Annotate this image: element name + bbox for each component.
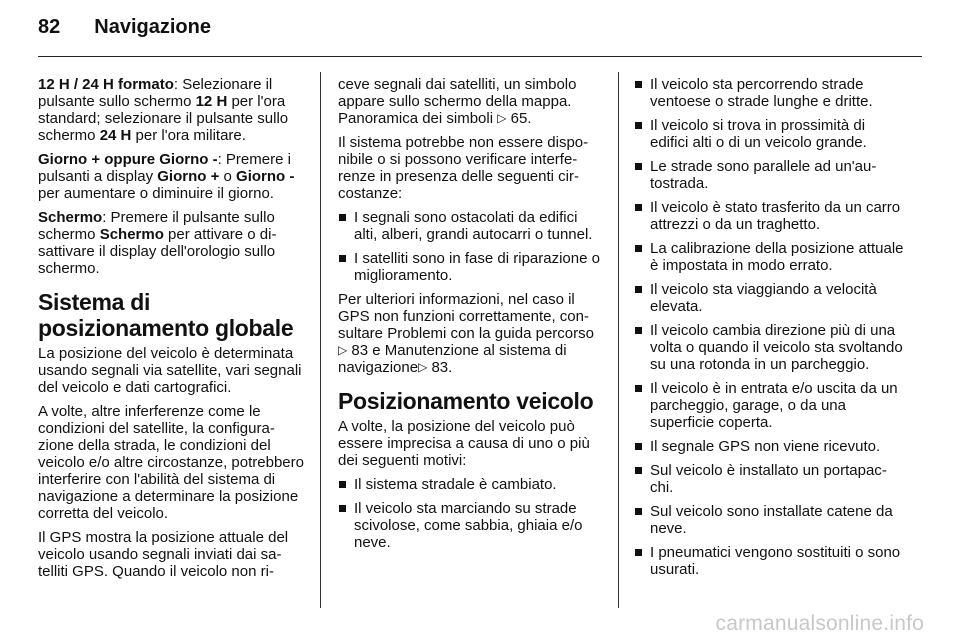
paragraph: 12 H / 24 H formato: Selezionare il pulsante sullo schermo 12 H per l'ora standard; selezionare il pulsante sullo schermo 24 H per l'ora militare. <box>38 76 289 144</box>
paragraph: Il GPS mostra la posizione attuale del veicolo usando segnali inviati dai satelliti GPS. Quando il veicolo non ri- <box>38 529 289 580</box>
column-divider <box>618 72 619 608</box>
list-item: Il sistema stradale è cambiato. <box>338 476 604 493</box>
paragraph: Schermo: Premere il pulsante sullo schermo Schermo per attivare o disattivare il display dell'orologio sullo schermo. <box>38 209 277 277</box>
paragraph: La posizione del veicolo è determinata usando segnali via satellite, vari segnali del veicolo e dati cartografici. <box>38 345 302 396</box>
heading-gps: Sistema di posizionamento globale <box>38 289 294 341</box>
bullet-list <box>338 476 604 551</box>
right-triangle-arrow-icon: ▷ <box>418 360 428 374</box>
list-item: Il veicolo si trova in prossimità di edifici alti o di un veicolo grande. <box>634 117 904 151</box>
list-item: Il segnale GPS non viene ricevuto. <box>634 438 904 455</box>
term: Giorno + oppure Giorno - <box>38 151 218 168</box>
column-middle <box>338 76 604 558</box>
button-name: Giorno + <box>157 168 220 185</box>
list-item: La calibrazione della posizione attuale è impostata in modo errato. <box>634 240 904 274</box>
button-name: 12 H <box>195 93 228 110</box>
paragraph: A volte, la posizione del veicolo può essere imprecisa a causa di uno o più dei seguenti motivi: <box>338 418 590 469</box>
header-rule <box>38 56 922 57</box>
button-name: 24 H <box>99 127 132 144</box>
list-item: I segnali sono ostacolati da edifici alti, alberi, grandi autocarri o tunnel. <box>338 209 604 243</box>
list-item: Il veicolo sta marciando su strade scivolose, come sabbia, ghiaia e/o neve. <box>338 500 604 551</box>
list-item: Il veicolo è in entrata e/o uscita da un parcheggio, garage, o da una superficie coperta. <box>634 380 904 431</box>
page-header <box>38 16 211 50</box>
list-item: I pneumatici vengono sostituiti o sono usurati. <box>634 544 904 578</box>
page-reference-link[interactable]: 65 <box>510 110 528 127</box>
page-reference-link[interactable]: 83 <box>351 342 369 359</box>
paragraph: ceve segnali dai satelliti, un simbolo appare sullo schermo della mappa. Panoramica dei simboli ▷ 65. <box>338 76 577 127</box>
paragraph: Giorno + oppure Giorno -: Premere i pulsanti a display Giorno + o Giorno - per aumentare o diminuire il giorno. <box>38 151 295 202</box>
paragraph: Per ulteriori informazioni, nel caso il GPS non funzioni correttamente, consultare Problemi con la guida percorso ▷ 83 e Manutenzione al sistema di navigazione▷ 83. <box>338 291 594 376</box>
term: Schermo <box>38 209 103 226</box>
page-number: 82 <box>38 16 61 38</box>
page-reference-link[interactable]: 83 <box>431 359 449 376</box>
list-item: Le strade sono parallele ad un'autostrada. <box>634 158 904 192</box>
watermark: carmanualsonline.info <box>715 612 924 635</box>
list-item: I satelliti sono in fase di riparazione o miglioramento. <box>338 250 604 284</box>
list-item: Il veicolo cambia direzione più di una volta o quando il veicolo sta svoltando su una rotonda in un parcheggio. <box>634 322 904 373</box>
button-name: Giorno - <box>236 168 295 185</box>
list-item: Sul veicolo è installato un portapacchi. <box>634 462 904 496</box>
column-divider <box>320 72 321 608</box>
list-item: Il veicolo sta percorrendo strade ventoese o strade lunghe e dritte. <box>634 76 904 110</box>
bullet-list <box>634 76 904 578</box>
paragraph: Il sistema potrebbe non essere disponibile o si possono verificare interferenze in presenza delle seguenti circostanze: <box>338 134 589 202</box>
button-name: Schermo <box>99 226 164 243</box>
right-triangle-arrow-icon: ▷ <box>338 343 348 357</box>
column-left <box>38 76 304 587</box>
list-item: Il veicolo è stato trasferito da un carro attrezzi o da un traghetto. <box>634 199 904 233</box>
column-right <box>634 76 904 585</box>
list-item: Il veicolo sta viaggiando a velocità elevata. <box>634 281 904 315</box>
heading-vehicle-position: Posizionamento veicolo <box>338 388 594 414</box>
term: 12 H / 24 H formato <box>38 76 174 93</box>
paragraph: A volte, altre inferferenze come le condizioni del satellite, la configurazione della strada, le condizioni del veicolo e/o altre circostanze, potrebbero interferire con l'abilità del sistema di navigazione a determinare la posizione corretta del veicolo. <box>38 403 304 522</box>
bullet-list <box>338 209 604 284</box>
right-triangle-arrow-icon: ▷ <box>497 111 507 125</box>
list-item: Sul veicolo sono installate catene da neve. <box>634 503 904 537</box>
section-title: Navigazione <box>94 16 211 38</box>
